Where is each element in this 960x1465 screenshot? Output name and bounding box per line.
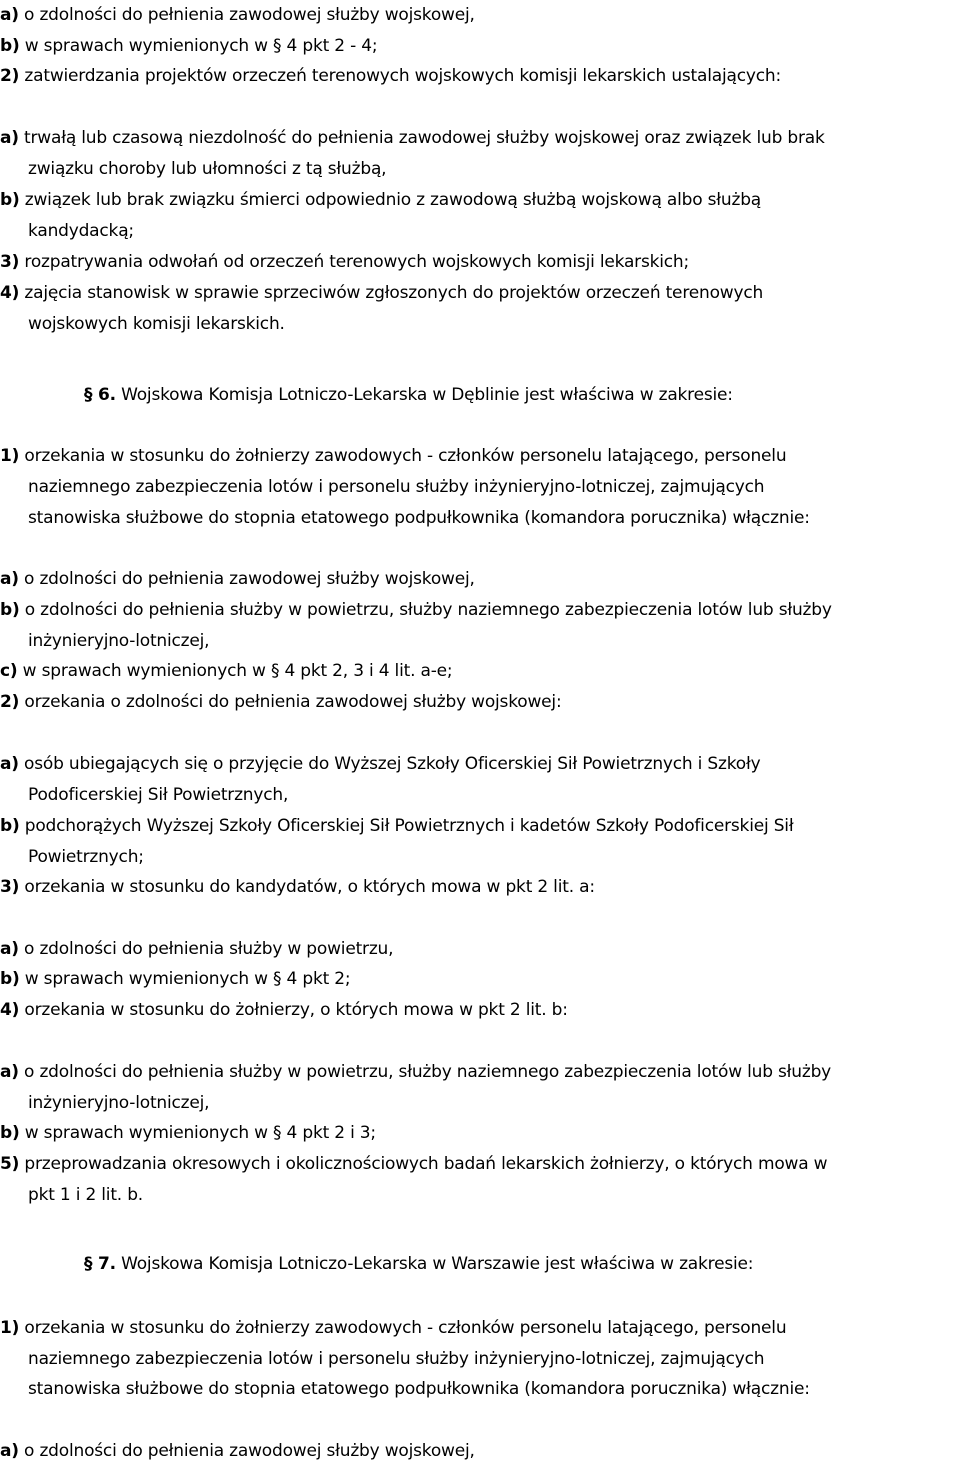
item-text: przeprowadzania okresowych i okolicznościowych badań lekarskich żołnierzy, o których mowa w bbox=[19, 1154, 828, 1174]
item-text: podchorążych Wyższej Szkoły Oficerskiej Sił Powietrznych i kadetów Szkoły Podoficerskiej Sił bbox=[19, 816, 794, 836]
item-text: orzekania w stosunku do kandydatów, o których mowa w pkt 2 lit. a: bbox=[19, 877, 595, 897]
point-3-line bbox=[0, 251, 689, 273]
item-text: o zdolności do pełnienia zawodowej służby wojskowej, bbox=[18, 569, 475, 589]
item-text: osób ubiegających się o przyjęcie do Wyższej Szkoły Oficerskiej Sił Powietrznych i Szkoły bbox=[18, 754, 761, 774]
item-marker: 2) bbox=[0, 66, 20, 86]
item-text: zatwierdzania projektów orzeczeń terenowych wojskowych komisji lekarskich ustalających: bbox=[19, 66, 781, 86]
continuation-line bbox=[28, 1184, 143, 1206]
item-marker: 3) bbox=[0, 252, 20, 272]
item-c-line bbox=[0, 660, 452, 682]
item-text: w sprawach wymienionych w § 4 pkt 2, 3 i 4 lit. a-e; bbox=[17, 661, 453, 681]
point-4-line bbox=[0, 999, 568, 1021]
item-b-line bbox=[0, 189, 761, 211]
section-text: Wojskowa Komisja Lotniczo-Lekarska w Warszawie jest właściwa w zakresie: bbox=[115, 1254, 754, 1274]
item-text: kandydacką; bbox=[28, 221, 134, 241]
item-text: związek lub brak związku śmierci odpowiednio z zawodową służbą wojskową albo służbą bbox=[19, 190, 761, 210]
item-a-line bbox=[0, 753, 760, 775]
item-text: wojskowych komisji lekarskich. bbox=[28, 314, 285, 334]
item-text: w sprawach wymienionych w § 4 pkt 2 - 4; bbox=[19, 36, 378, 56]
item-text: o zdolności do pełnienia zawodowej służby wojskowej, bbox=[18, 5, 475, 25]
item-marker: b) bbox=[0, 816, 20, 836]
item-text: naziemnego zabezpieczenia lotów i personelu służby inżynieryjno-lotniczej, zajmujących bbox=[28, 477, 765, 497]
item-marker: a) bbox=[0, 128, 19, 148]
point-5-line bbox=[0, 1153, 827, 1175]
item-text: orzekania w stosunku do żołnierzy zawodowych - członków personelu latającego, personelu bbox=[19, 446, 787, 466]
item-marker: a) bbox=[0, 569, 19, 589]
item-text: Podoficerskiej Sił Powietrznych, bbox=[28, 785, 289, 805]
continuation-line bbox=[28, 220, 134, 242]
item-b-line bbox=[0, 35, 377, 57]
continuation-line bbox=[28, 1348, 764, 1370]
continuation-line bbox=[28, 630, 209, 652]
item-a-line bbox=[0, 1440, 475, 1462]
item-text: rozpatrywania odwołań od orzeczeń terenowych wojskowych komisji lekarskich; bbox=[19, 252, 690, 272]
item-text: w sprawach wymienionych w § 4 pkt 2 i 3; bbox=[19, 1123, 376, 1143]
section-text: Wojskowa Komisja Lotniczo-Lekarska w Dęblinie jest właściwa w zakresie: bbox=[115, 385, 733, 405]
item-text: o zdolności do pełnienia służby w powietrzu, bbox=[18, 939, 394, 959]
item-b-line bbox=[0, 968, 350, 990]
item-marker: 4) bbox=[0, 283, 20, 303]
item-text: Powietrznych; bbox=[28, 847, 144, 867]
point-4-line bbox=[0, 282, 763, 304]
item-marker: 2) bbox=[0, 692, 20, 712]
item-text: orzekania o zdolności do pełnienia zawodowej służby wojskowej: bbox=[19, 692, 562, 712]
item-marker: 1) bbox=[0, 1318, 20, 1338]
item-marker: b) bbox=[0, 600, 20, 620]
item-marker: b) bbox=[0, 1123, 20, 1143]
item-marker: 5) bbox=[0, 1154, 20, 1174]
item-text: o zdolności do pełnienia zawodowej służby wojskowej, bbox=[18, 1441, 475, 1461]
item-text: orzekania w stosunku do żołnierzy zawodowych - członków personelu latającego, personelu bbox=[19, 1318, 787, 1338]
item-text: zajęcia stanowisk w sprawie sprzeciwów zgłoszonych do projektów orzeczeń terenowych bbox=[19, 283, 764, 303]
item-text: w sprawach wymienionych w § 4 pkt 2; bbox=[19, 969, 351, 989]
item-a-line bbox=[0, 4, 475, 26]
item-text: związku choroby lub ułomności z tą służbą, bbox=[28, 159, 387, 179]
item-marker: 4) bbox=[0, 1000, 20, 1020]
item-a-line bbox=[0, 938, 393, 960]
item-marker: 3) bbox=[0, 877, 20, 897]
point-1-line bbox=[0, 1317, 786, 1339]
item-marker: a) bbox=[0, 1441, 19, 1461]
continuation-line bbox=[28, 1092, 209, 1114]
item-text: naziemnego zabezpieczenia lotów i personelu służby inżynieryjno-lotniczej, zajmujących bbox=[28, 1349, 765, 1369]
item-marker: a) bbox=[0, 939, 19, 959]
item-marker: a) bbox=[0, 1062, 19, 1082]
item-text: stanowiska służbowe do stopnia etatowego podpułkownika (komandora porucznika) włącznie: bbox=[28, 1379, 810, 1399]
item-marker: b) bbox=[0, 190, 20, 210]
item-a-line bbox=[0, 127, 825, 149]
section-number: § 7. bbox=[84, 1254, 116, 1274]
item-text: inżynieryjno-lotniczej, bbox=[28, 631, 210, 651]
section-number: § 6. bbox=[84, 385, 116, 405]
item-text: trwałą lub czasową niezdolność do pełnienia zawodowej służby wojskowej oraz związek lub brak bbox=[18, 128, 825, 148]
item-a-line bbox=[0, 568, 475, 590]
continuation-line bbox=[28, 846, 144, 868]
item-text: pkt 1 i 2 lit. b. bbox=[28, 1185, 143, 1205]
continuation-line bbox=[28, 784, 288, 806]
point-2-line bbox=[0, 691, 561, 713]
continuation-line bbox=[28, 313, 285, 335]
continuation-line bbox=[28, 507, 810, 529]
item-marker: c) bbox=[0, 661, 18, 681]
item-text: o zdolności do pełnienia służby w powietrzu, służby naziemnego zabezpieczenia lotów lub służby bbox=[18, 1062, 832, 1082]
item-b-line bbox=[0, 599, 832, 621]
point-3-line bbox=[0, 876, 595, 898]
item-a-line bbox=[0, 1061, 831, 1083]
item-marker: b) bbox=[0, 969, 20, 989]
item-text: orzekania w stosunku do żołnierzy, o których mowa w pkt 2 lit. b: bbox=[19, 1000, 568, 1020]
item-marker: 1) bbox=[0, 446, 20, 466]
section-7-heading bbox=[84, 1253, 753, 1275]
item-text: o zdolności do pełnienia służby w powietrzu, służby naziemnego zabezpieczenia lotów lub służby bbox=[19, 600, 832, 620]
section-6-heading bbox=[84, 384, 733, 406]
point-1-line bbox=[0, 445, 786, 467]
item-text: stanowiska służbowe do stopnia etatowego podpułkownika (komandora porucznika) włącznie: bbox=[28, 508, 810, 528]
item-marker: a) bbox=[0, 5, 19, 25]
item-marker: b) bbox=[0, 36, 20, 56]
item-text: inżynieryjno-lotniczej, bbox=[28, 1093, 210, 1113]
continuation-line bbox=[28, 158, 386, 180]
continuation-line bbox=[28, 476, 764, 498]
point-2-line bbox=[0, 65, 781, 87]
item-b-line bbox=[0, 815, 793, 837]
continuation-line bbox=[28, 1378, 810, 1400]
item-b-line bbox=[0, 1122, 376, 1144]
item-marker: a) bbox=[0, 754, 19, 774]
